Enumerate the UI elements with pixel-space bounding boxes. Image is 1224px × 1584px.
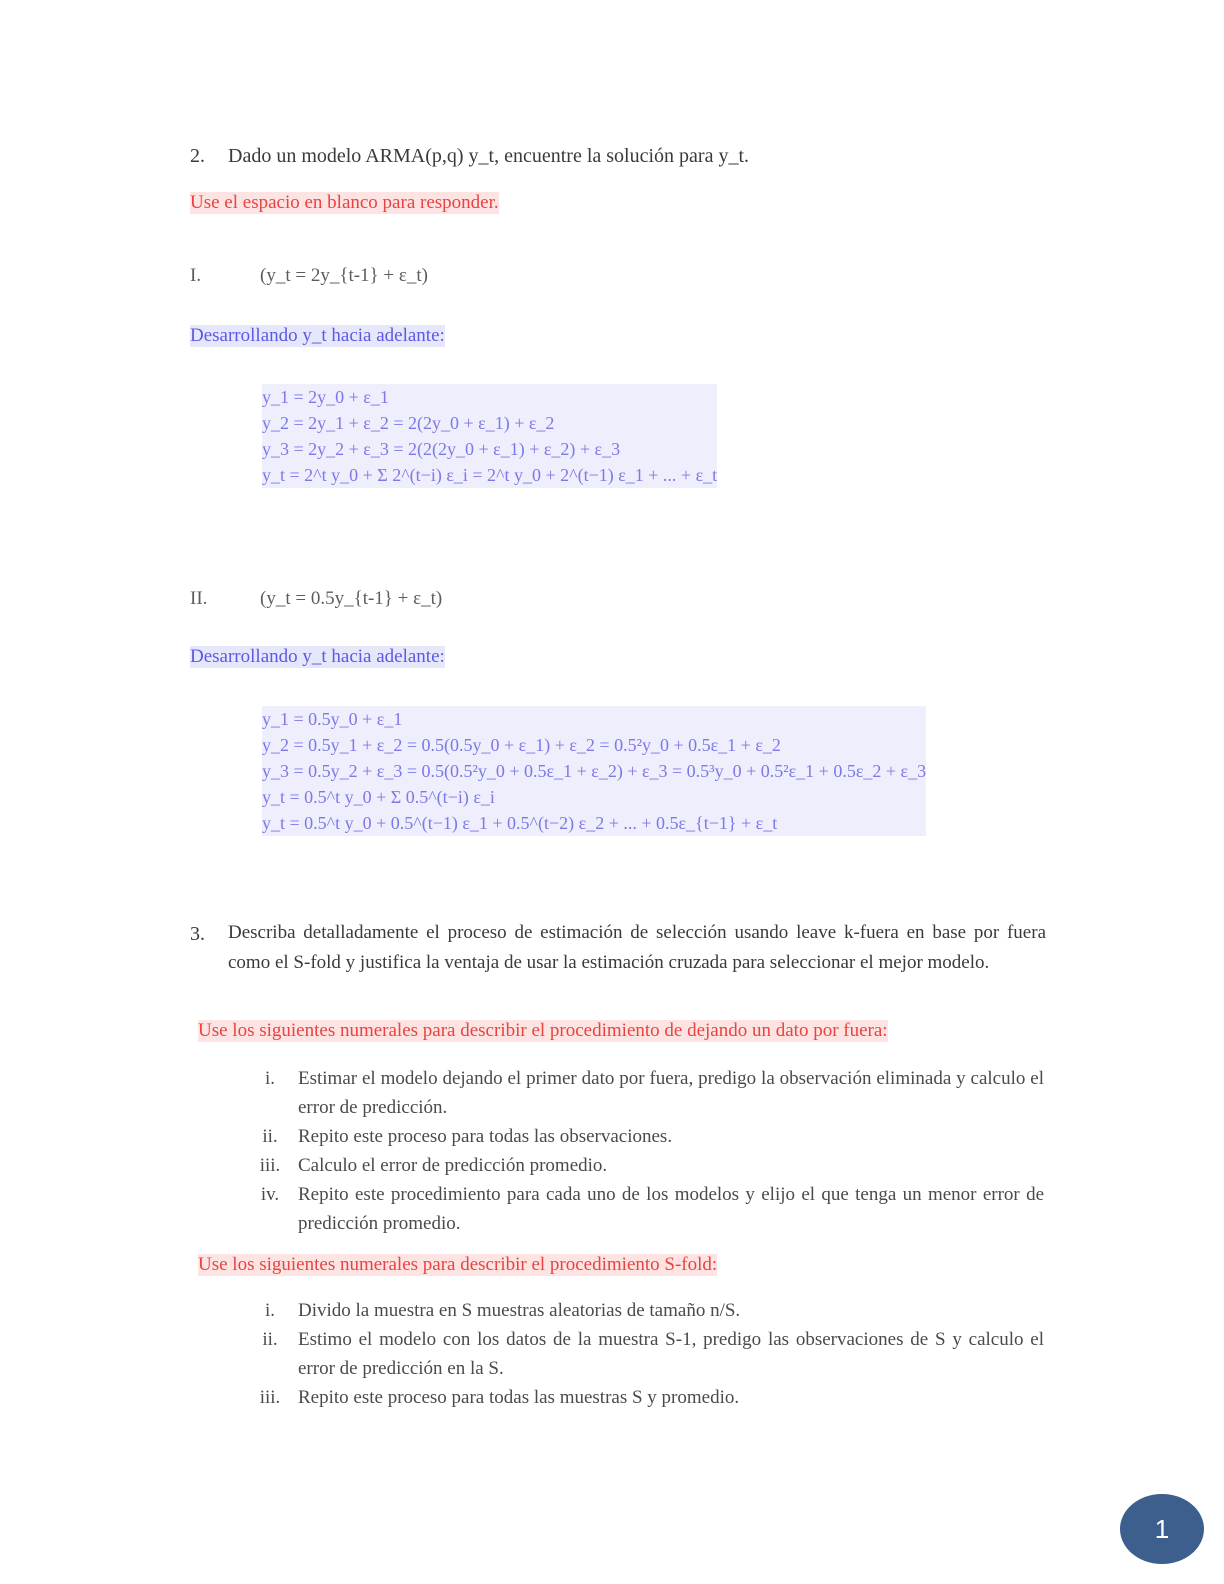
case-ii-numeral: II. xyxy=(190,588,208,609)
question-2-text: Dado un modelo ARMA(p,q) y_t, encuentre la solución para y_t. xyxy=(228,145,749,167)
list-2-text: Divido la muestra en S muestras aleatorias de tamaño n/S. xyxy=(298,1300,741,1321)
case-ii-line: y_1 = 0.5y_0 + ε_1 xyxy=(262,706,926,732)
list-1-item xyxy=(250,1064,1046,1122)
page-number: 1 xyxy=(1154,1513,1170,1544)
case-i-line: y_1 = 2y_0 + ε_1 xyxy=(262,384,717,410)
list-1-text: Calculo el error de predicción promedio. xyxy=(298,1155,608,1176)
list-2-numeral: i. xyxy=(264,1300,276,1321)
list-2-numeral: ii. xyxy=(262,1329,278,1350)
case-i-line: y_2 = 2y_1 + ε_2 = 2(2y_0 + ε_1) + ε_2 xyxy=(262,410,717,436)
list-1-item xyxy=(250,1151,1046,1180)
case-ii-heading: Desarrollando y_t hacia adelante: xyxy=(190,646,445,667)
list-1-numeral: ii. xyxy=(262,1126,278,1147)
list-1-numeral: i. xyxy=(264,1068,276,1089)
list-1-text: Repito este proceso para todas las observaciones. xyxy=(298,1126,673,1147)
list-2-item xyxy=(250,1296,1046,1325)
list-1-numeral: iii. xyxy=(259,1155,281,1176)
list-2-numeral: iii. xyxy=(259,1387,281,1408)
question-2-number: 2. xyxy=(190,145,205,167)
list-2-text: Repito este proceso para todas las muestras S y promedio. xyxy=(298,1387,740,1408)
case-i-numeral: I. xyxy=(190,265,202,286)
case-i-row xyxy=(190,265,428,287)
case-i-equation: (y_t = 2y_{t-1} + ε_t) xyxy=(260,265,428,286)
case-i-line: y_t = 2^t y_0 + Σ 2^(t−i) ε_i = 2^t y_0 + 2^(t−1) ε_1 + ... + ε_t xyxy=(262,462,717,488)
case-ii-line: y_2 = 0.5y_1 + ε_2 = 0.5(0.5y_0 + ε_1) + ε_2 = 0.5²y_0 + 0.5ε_1 + ε_2 xyxy=(262,732,926,758)
question-3-instruction-2: Use los siguientes numerales para describir el procedimiento S-fold: xyxy=(198,1254,718,1275)
case-ii-line: y_t = 0.5^t y_0 + 0.5^(t−1) ε_1 + 0.5^(t−2) ε_2 + ... + 0.5ε_{t−1} + ε_t xyxy=(262,810,926,836)
case-ii-equation: (y_t = 0.5y_{t-1} + ε_t) xyxy=(260,588,443,609)
list-2-text: Estimo el modelo con los datos de la muestra S-1, predigo las observaciones de S y calculo el error de predicción en la S. xyxy=(298,1329,1044,1379)
case-ii-derivation xyxy=(262,706,926,836)
list-2-item xyxy=(250,1325,1046,1383)
case-ii-row xyxy=(190,588,442,610)
list-1-text: Repito este procedimiento para cada uno de los modelos y elijo el que tenga un menor error de predicción promedio. xyxy=(298,1184,1044,1234)
question-3-text: Describa detalladamente el proceso de estimación de selección usando leave k-fuera en base por fuera como el S-fold y justifica la ventaja de usar la estimación cruzada para seleccionar el mejor modelo. xyxy=(228,922,1046,973)
list-1-text: Estimar el modelo dejando el primer dato por fuera, predigo la observación eliminada y calculo el error de predicción. xyxy=(298,1068,1044,1118)
question-3-number: 3. xyxy=(190,923,205,945)
list-1-item xyxy=(250,1180,1046,1238)
question-3-instruction-1: Use los siguientes numerales para describir el procedimiento de dejando un dato por fuera: xyxy=(198,1020,888,1041)
list-2-item xyxy=(250,1383,1046,1412)
case-i-derivation xyxy=(262,384,717,488)
case-ii-line: y_3 = 0.5y_2 + ε_3 = 0.5(0.5²y_0 + 0.5ε_1 + ε_2) + ε_3 = 0.5³y_0 + 0.5²ε_1 + 0.5ε_2 + ε_3 xyxy=(262,758,926,784)
question-2-instruction: Use el espacio en blanco para responder. xyxy=(190,192,499,213)
list-1-numeral: iv. xyxy=(260,1184,280,1205)
list-1-item xyxy=(250,1122,1046,1151)
question-2-title xyxy=(190,140,749,172)
case-ii-line: y_t = 0.5^t y_0 + Σ 0.5^(t−i) ε_i xyxy=(262,784,926,810)
page-number-badge xyxy=(1120,1494,1204,1564)
case-i-line: y_3 = 2y_2 + ε_3 = 2(2(2y_0 + ε_1) + ε_2) + ε_3 xyxy=(262,436,717,462)
case-i-heading: Desarrollando y_t hacia adelante: xyxy=(190,325,445,346)
